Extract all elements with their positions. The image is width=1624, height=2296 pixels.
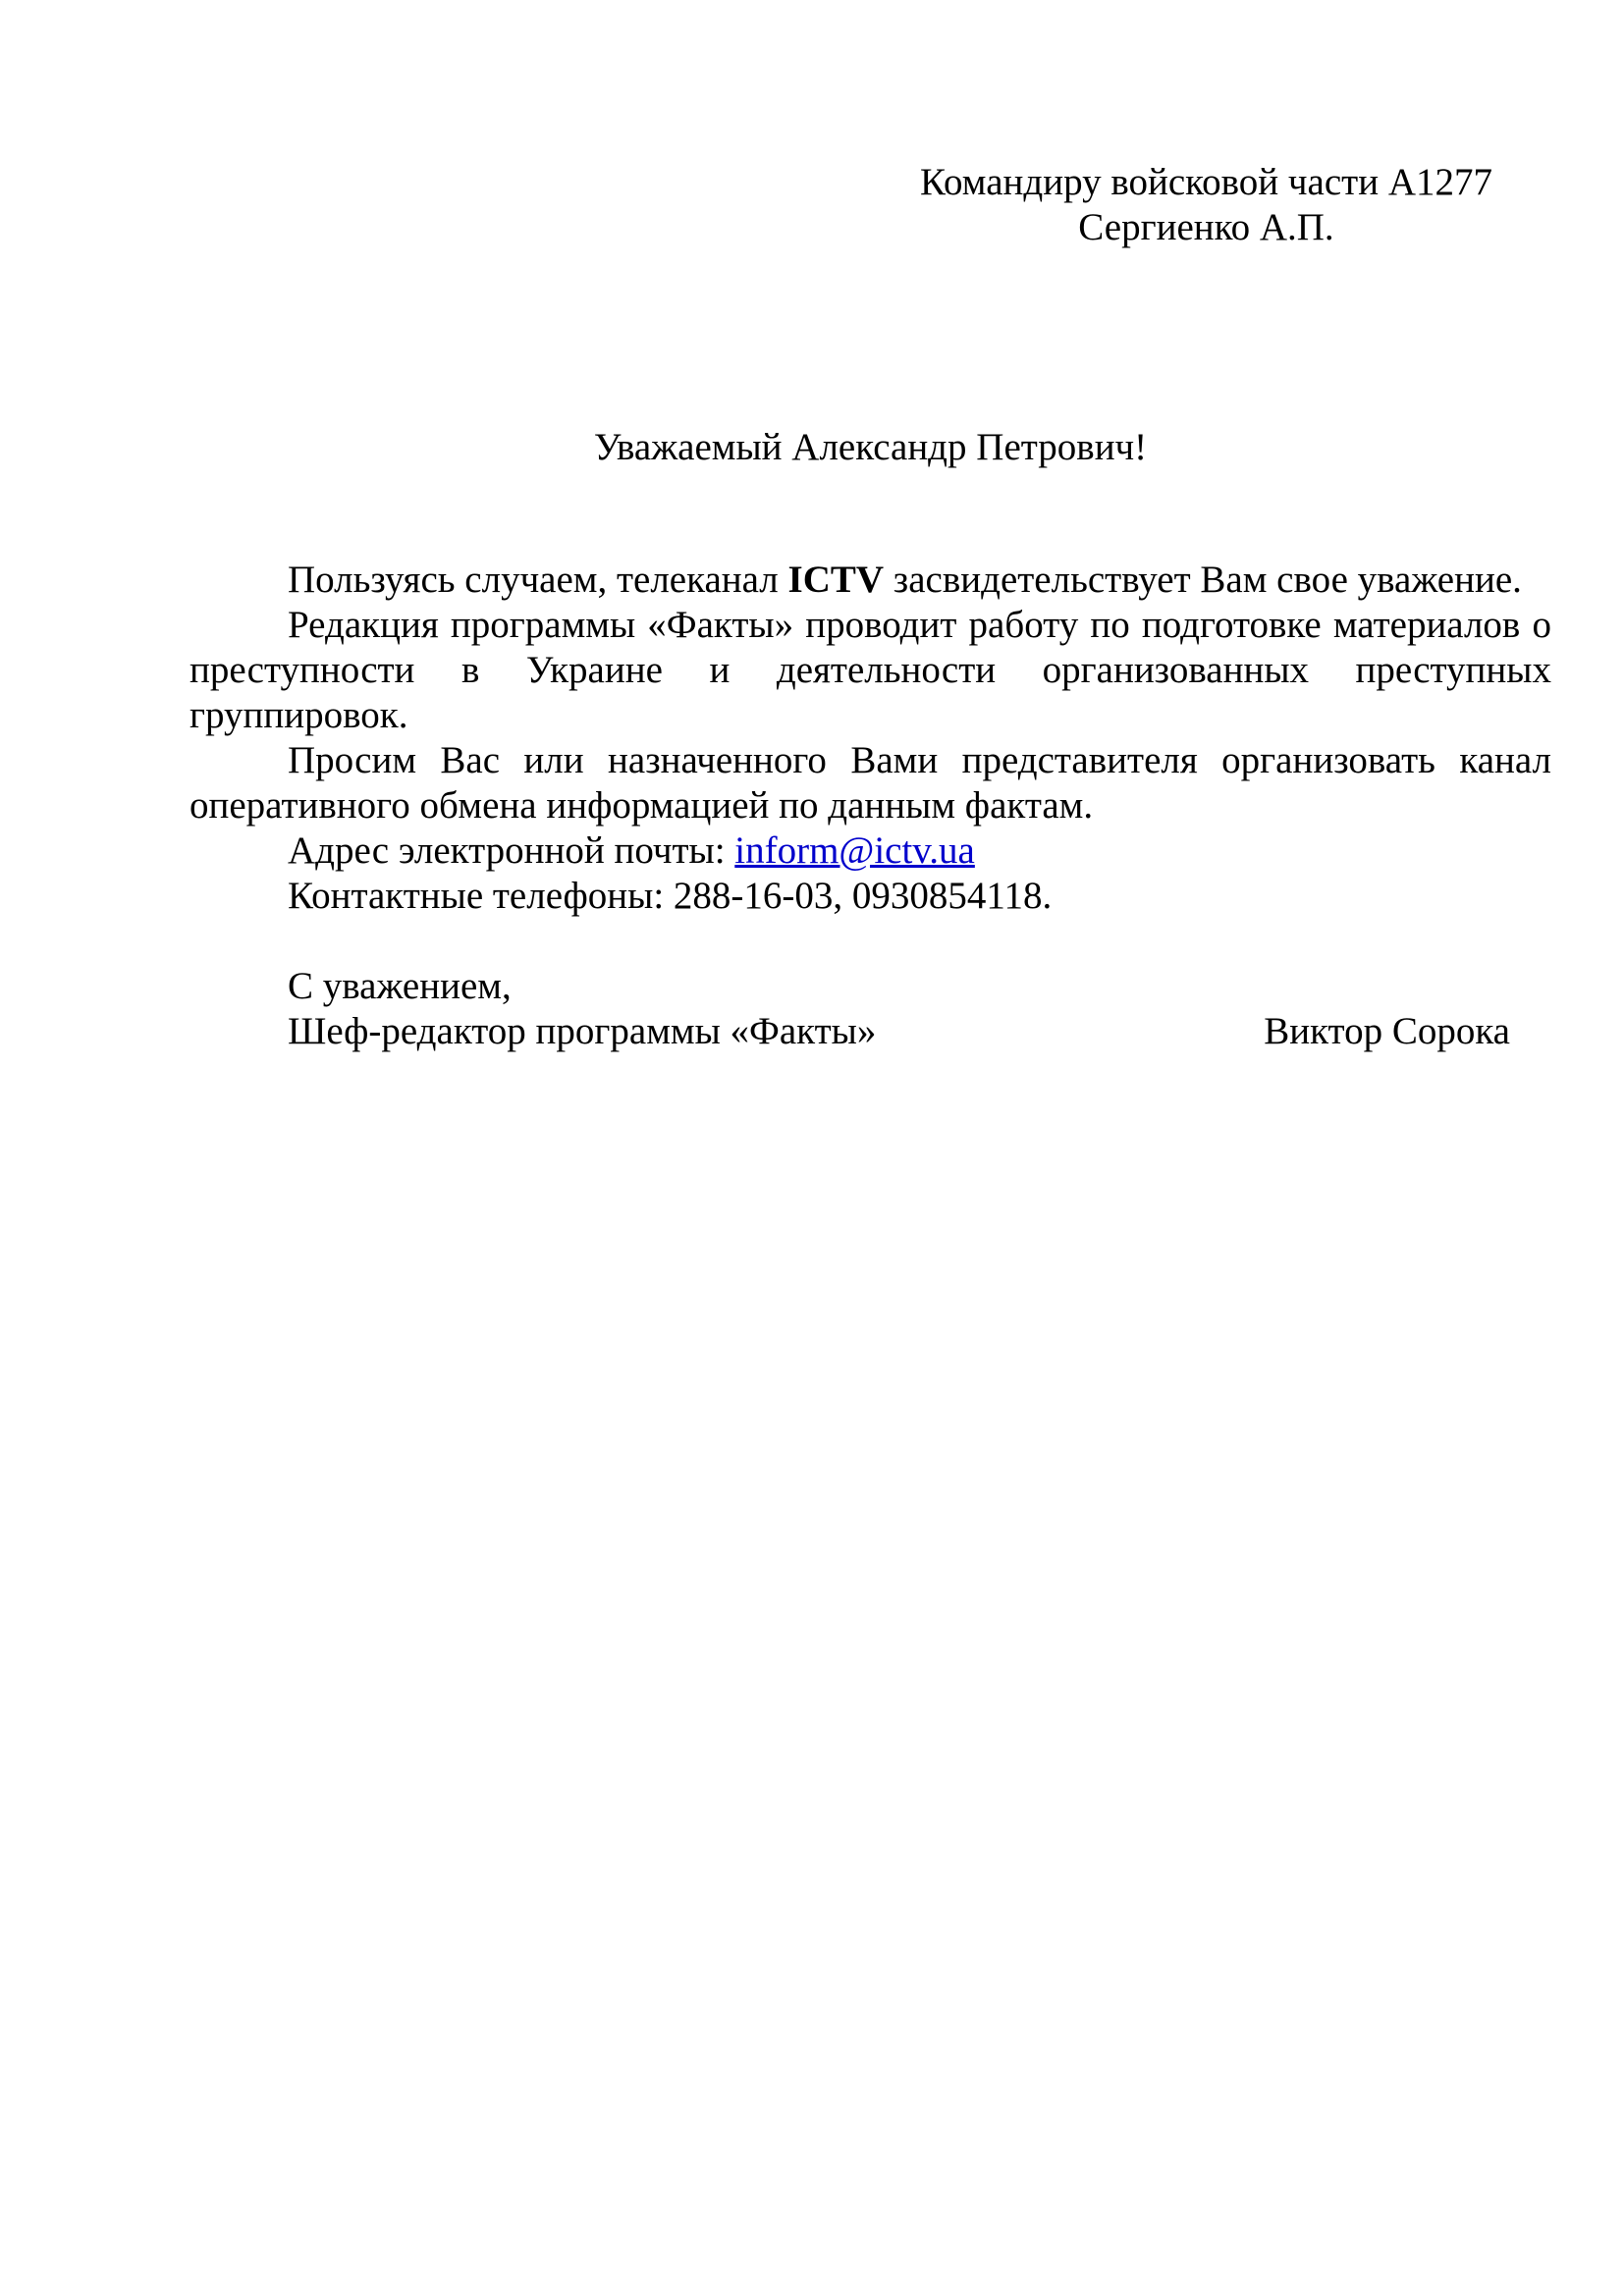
paragraph-intro-after: засвидетельствует Вам свое уважение. [884, 559, 1522, 601]
closing-line: С уважением, [288, 965, 512, 1007]
recipient-block [920, 160, 1492, 250]
letter-content [0, 0, 1624, 1054]
paragraph-intro [189, 558, 1551, 603]
phones-value: 288-16-03, 0930854118. [673, 875, 1053, 917]
letter-body [189, 558, 1551, 1054]
recipient-line-2: Сергиенко А.П. [1078, 206, 1334, 248]
signature-title: Шеф-редактор программы «Факты» [288, 1010, 877, 1052]
paragraph-intro-before: Пользуясь случаем, телеканал [288, 559, 788, 601]
signature-row [189, 1009, 1551, 1054]
channel-name: ICTV [787, 559, 885, 601]
blank-line [189, 919, 1551, 964]
email-line [189, 828, 1551, 874]
recipient-line-1: Командиру войсковой части А1277 [919, 161, 1492, 203]
signature-name: Виктор Сорока [1264, 1010, 1510, 1052]
salutation: Уважаемый Александр Петрович! [593, 426, 1148, 468]
email-label: Адрес электронной почты: [288, 829, 735, 872]
email-link[interactable]: inform@ictv.ua [734, 829, 975, 872]
phones-label: Контактные телефоны: [288, 875, 674, 917]
paragraph-request: Просим Вас или назначенного Вами представителя организовать канал оперативного обмена информацией по данным фактам. [189, 739, 1551, 827]
paragraph-program: Редакция программы «Факты» проводит работу по подготовке материалов о преступности в Украине и деятельности организованных преступных группировок. [189, 604, 1551, 736]
phones-line [189, 874, 1551, 919]
